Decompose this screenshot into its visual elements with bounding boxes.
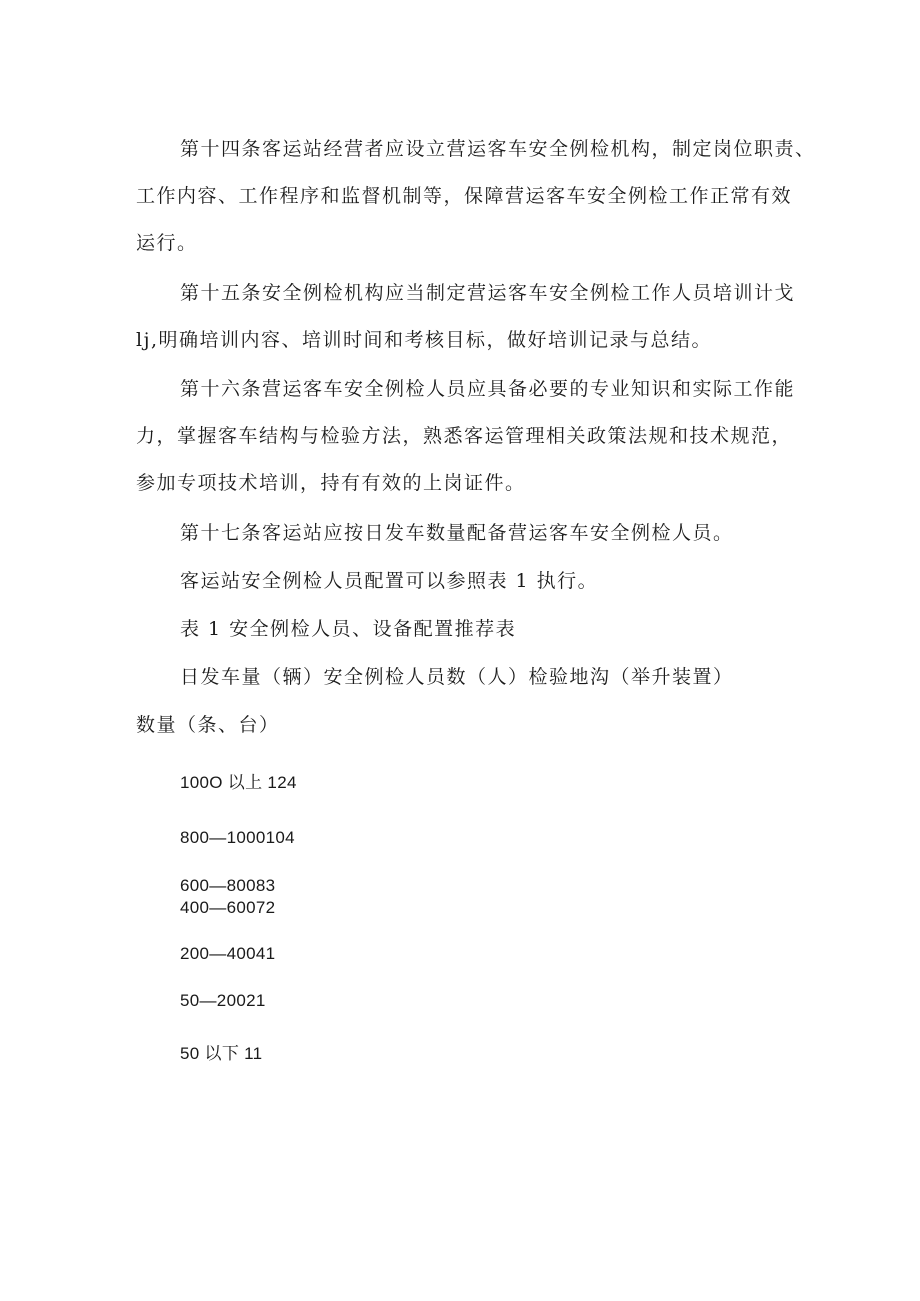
article-14-line-2: 工作内容、工作程序和监督机制等，保障营运客车安全例检工作正常有效 (136, 185, 793, 207)
table-row: 50—20021 (180, 991, 266, 1010)
table-header-line-2: 数量（条、台） (136, 714, 280, 736)
table-caption: 表 1 安全例检人员、设备配置推荐表 (180, 618, 517, 640)
table-row: 400—60072 (180, 898, 276, 917)
article-16-line-3: 参加专项技术培训，持有有效的上岗证件。 (136, 472, 526, 494)
article-16-line-1: 第十六条营运客车安全例检人员应具备必要的专业知识和实际工作能 (180, 378, 796, 400)
table-row: 600—80083 (180, 876, 276, 895)
table-row: 100O 以上 124 (180, 773, 297, 792)
table-row: 50 以下 11 (180, 1044, 263, 1063)
article-16-line-2: 力，掌握客车结构与检验方法，熟悉客运管理相关政策法规和技术规范， (136, 425, 793, 447)
article-14-line-1: 第十四条客运站经营者应设立营运客车安全例检机构，制定岗位职责、 (180, 138, 816, 160)
table-row: 800—1000104 (180, 828, 295, 847)
article-14-line-3: 运行。 (136, 232, 198, 254)
article-17-line-1: 第十七条客运站应按日发车数量配备营运客车安全例检人员。 (180, 522, 734, 544)
table-reference-line: 客运站安全例检人员配置可以参照表 1 执行。 (180, 570, 599, 592)
table-row: 200—40041 (180, 944, 276, 963)
table-header-line-1: 日发车量（辆）安全例检人员数（人）检验地沟（举升装置） (180, 666, 734, 688)
article-15-line-2: lj,明确培训内容、培训时间和考核目标，做好培训记录与总结。 (136, 329, 713, 351)
article-15-line-1: 第十五条安全例检机构应当制定营运客车安全例检工作人员培训计戈 (180, 282, 796, 304)
